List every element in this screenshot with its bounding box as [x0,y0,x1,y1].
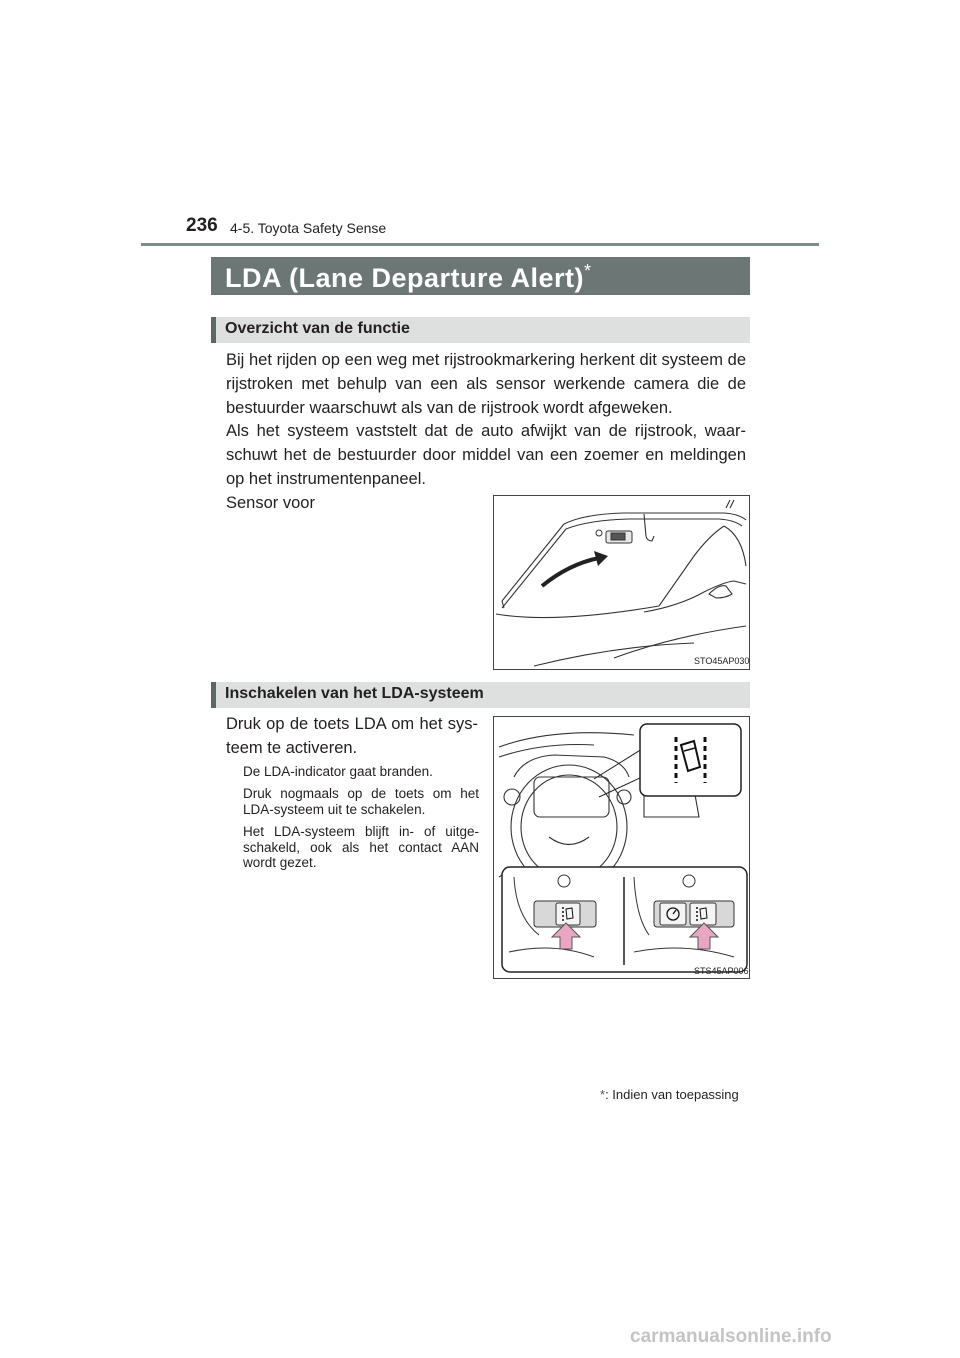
page-number: 236 [186,215,218,236]
section-heading-activate [211,682,750,708]
lda-switch-illustration [493,716,750,979]
page-title-bar [211,257,750,295]
windshield-sensor-drawing [494,496,749,669]
asterisk-marker: * [584,261,592,281]
figure-code-2: STS45AP006 [694,966,749,976]
activate-paragraph: Druk op de toets LDA om het sys-teem te activeren. [226,715,478,757]
asterisk-marker: * [600,1087,606,1102]
watermark: carmanualsonline.info [630,1326,832,1347]
overview-paragraph-1: Bij het rijden op een weg met rijstrookmarkering herkent dit systeem de rijstroken met behulp van een als sensor werkende camera die de bestuurder waarschuwt als van de rijstrook wordt afgeweken. [226,351,746,417]
page-title-text: LDA (Lane Departure Alert) [225,263,585,293]
section-reference: 4-5. Toyota Safety Sense [230,220,387,236]
dashboard-drawing [494,717,749,978]
footnote-text: : Indien van toepassing [605,1087,739,1102]
page-title [225,261,592,294]
footnote [600,1087,739,1102]
section-heading-text: Inschakelen van het LDA-systeem [225,685,484,702]
note-indicator: De LDA-indicator gaat branden. [243,764,433,779]
figure-code-1: STO45AP030 [694,656,749,666]
note-ignition: Het LDA-systeem blijft in- of uitge-schakeld, ook als het contact AAN wordt gezet. [243,824,479,870]
sensor-label: Sensor voor [226,494,315,512]
section-heading-overview [211,317,750,343]
header-divider [141,243,819,246]
sensor-illustration [493,495,750,670]
section-heading-text: Overzicht van de functie [225,320,410,337]
note-deactivate: Druk nogmaals op de toets om het LDA-systeem uit te schakelen. [243,786,479,817]
overview-paragraph-2: Als het systeem vaststelt dat de auto afwijkt van de rijstrook, waar-schuwt het de bestuurder door middel van een zoemer en meldingen op het instrumentenpaneel. [226,422,746,488]
